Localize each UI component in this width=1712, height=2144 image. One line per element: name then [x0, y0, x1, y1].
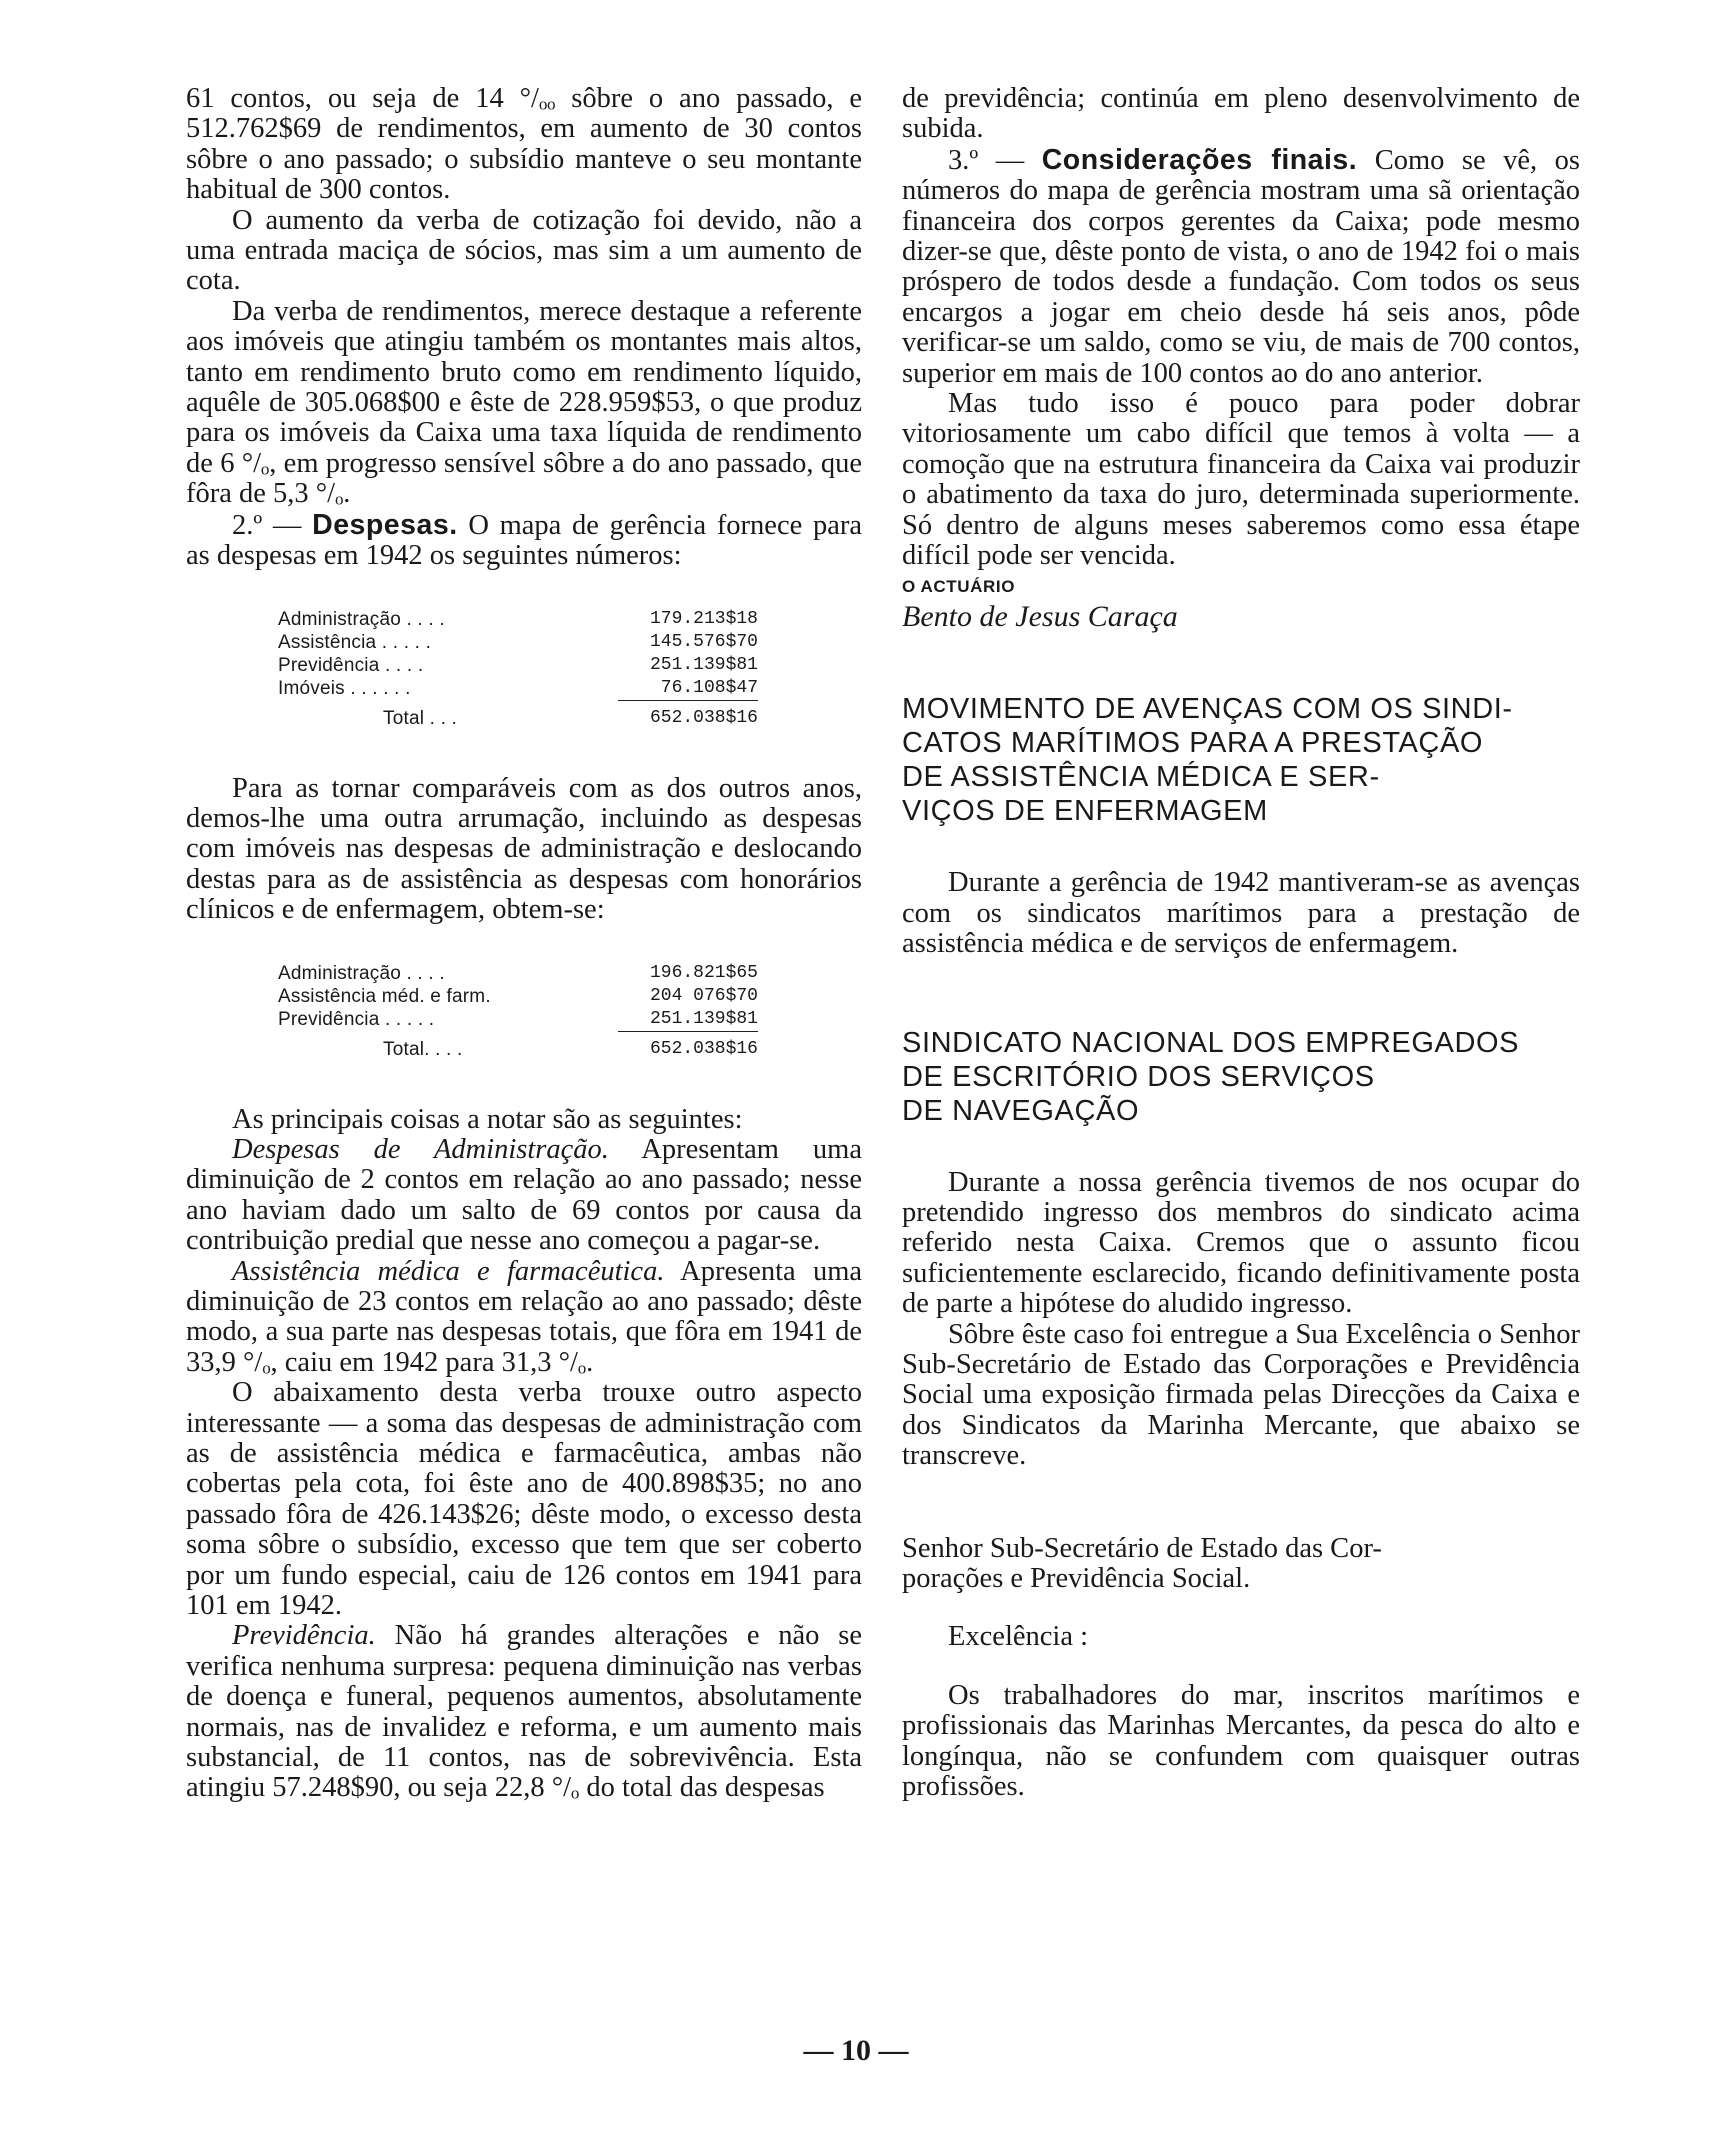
paragraph: Os trabalhadores do mar, inscritos marítimos e profissionais das Marinhas Mercantes, da pesca do alto e longínqua, não se confundem com quaisquer outras profissões. — [902, 1679, 1580, 1803]
subheading: Previdência. — [232, 1620, 376, 1652]
paragraph: de previdência; continúa em pleno desenvolvimento de subida. — [902, 83, 1580, 145]
table-row — [278, 677, 758, 701]
total-label: Total . . . — [383, 707, 458, 729]
paragraph: As principais coisas a notar são as seguintes: — [232, 1103, 743, 1135]
paragraph — [186, 1135, 862, 1257]
right-column — [902, 84, 1580, 1802]
total-value: 652.038$16 — [649, 1038, 758, 1059]
table-row — [278, 962, 758, 985]
row-value: 251.139$81 — [649, 654, 758, 675]
row-value: 196.821$65 — [649, 962, 758, 983]
paragraph: 61 contos, ou seja de 14 °/ₒₒ sôbre o ano passado, e 512.762$69 de rendimentos, em aumento de 30 contos sôbre o ano passado; o subsídio manteve o seu montante habitual de 300 contos. — [186, 83, 862, 206]
section-text: Como se vê, os números do mapa de gerência mostram uma sã orientação financeira dos corpos gerentes da Caixa; pode mesmo dizer-se que, dêste ponto de vista, o ano de 1942 foi o mais próspero de todos desde a fundação. Com todos os seus encargos a jogar em cheio desde há seis anos, pôde verificar-se um saldo, como se viu, de mais de 700 contos, superior em mais de 100 contos ao do ano anterior. — [902, 144, 1580, 389]
table-row — [278, 985, 758, 1008]
heading-line: SINDICATO NACIONAL DOS EMPREGADOS — [902, 1026, 1520, 1059]
expenses-table-2 — [278, 962, 862, 1061]
paragraph: Mas tudo isso é pouco para poder dobrar vitoriosamente um cabo difícil que temos à volta — a comoção que na estrutura financeira da Caixa vai produzir o abatimento da taxa do juro, determinada superiormente. Só dentro de alguns meses saberemos como essa étape difícil pode ser vencida. — [902, 388, 1580, 572]
paragraph: Durante a nossa gerência tivemos de nos ocupar do pretendido ingresso dos membros do sindicato acima referido nesta Caixa. Cremos que o assunto ficou suficientemente esclarecido, ficando definitivamente posta de parte a hipótese do aludido ingresso. — [902, 1166, 1580, 1320]
section-number: 3.º — — [948, 144, 1042, 176]
left-column — [186, 84, 862, 1804]
heading-line: DE ESCRITÓRIO DOS SERVIÇOS — [902, 1060, 1375, 1093]
table-total-row — [278, 707, 758, 730]
letter-address — [902, 1534, 1580, 1595]
section-heading-avencas — [902, 692, 1580, 828]
paragraph: O abaixamento desta verba trouxe outro aspecto interessante — a soma das despesas de administração com as de assistência médica e farmacêutica, ambas não cobertas pela cota, foi êste ano de 400.898$35; no ano passado fôra de 426.143$26; dêste modo, o excesso desta soma sôbre o subsídio, excesso que tem que ser coberto por um fundo especial, caiu de 126 contos em 1941 para 101 em 1942. — [186, 1377, 862, 1622]
paragraph — [186, 1621, 862, 1803]
row-label: Previdência . . . . — [278, 654, 424, 676]
address-line: porações e Previdência Social. — [902, 1563, 1251, 1594]
row-value: 76.108$47 — [618, 677, 758, 701]
section-number: 2.º — — [232, 509, 313, 541]
paragraph: Da verba de rendimentos, merece destaque a referente aos imóveis que atingiu também os montantes mais altos, tanto em rendimento bruto como em rendimento líquido, aquêle de 305.068$00 e êste de 228.959$53, o que produz para os imóveis da Caixa uma taxa líquida de rendimento de 6 °/ₒ, em progresso sensível sôbre a do ano passado, que fôra de 5,3 °/ₒ. — [186, 295, 862, 510]
heading-line: VIÇOS DE ENFERMAGEM — [902, 795, 1268, 828]
signer-name: Bento de Jesus Caraça — [902, 599, 1178, 633]
table-total-row — [278, 1038, 758, 1061]
row-value: 251.139$81 — [618, 1008, 758, 1032]
total-label: Total. . . . — [383, 1038, 463, 1060]
row-label: Previdência . . . . . — [278, 1008, 435, 1030]
heading-line: DE NAVEGAÇÃO — [902, 1094, 1140, 1127]
paragraph: Durante a gerência de 1942 mantiveram-se as avenças com os sindicatos marítimos para a prestação de assistência médica e de serviços de enfermagem. — [902, 867, 1580, 960]
address-line: Senhor Sub-Secretário de Estado das Cor- — [902, 1532, 1382, 1564]
table-row — [278, 1008, 758, 1032]
paragraph: O aumento da verba de cotização foi devido, não a uma entrada maciça de sócios, mas sim a um aumento de cota. — [186, 204, 862, 297]
row-value: 145.576$70 — [649, 631, 758, 652]
paragraph-text: Apresenta uma diminuição de 23 contos em relação ao ano passado; dêste modo, a sua parte nas despesas totais, que fôra em 1941 de 33,9 °/ₒ, caiu em 1942 para 31,3 °/ₒ. — [186, 1255, 863, 1378]
paragraph: Sôbre êste caso foi entregue a Sua Excelência o Senhor Sub-Secretário de Estado das Corporações e Previdência Social uma exposição firmada pelas Direcções da Caixa e dos Sindicatos da Marinha Mercante, que abaixo se transcreve. — [902, 1318, 1580, 1472]
row-label: Administração . . . . — [278, 962, 445, 984]
heading-line: CATOS MARÍTIMOS PARA A PRESTAÇÃO — [902, 727, 1484, 760]
letter-salutation: Excelência : — [948, 1621, 1089, 1653]
section-despesas-intro — [186, 510, 862, 572]
heading-line: MOVIMENTO DE AVENÇAS COM OS SINDI- — [902, 693, 1513, 726]
paragraph — [186, 1257, 862, 1379]
expenses-table-1 — [278, 608, 862, 730]
paragraph-text: Apresentam uma diminuição de 2 contos em relação ao ano passado; nesse ano haviam dado um salto de 69 contos por causa da contribuição predial que nesse ano começou a pagar-se. — [186, 1133, 862, 1257]
row-value: 179.213$18 — [649, 608, 758, 629]
table-row — [278, 631, 758, 654]
page-number: — 10 — — [803, 2034, 909, 2067]
row-label: Assistência méd. e farm. — [278, 985, 491, 1007]
section-considerations — [902, 145, 1580, 389]
paragraph-text: Não há grandes alterações e não se verifica nenhuma surpresa: pequena diminuição nas verbas de doença e funeral, pequenos aumentos, absolutamente normais, nas de invalidez e reforma, e um aumento mais substancial, de 11 contos, nas de sobrevivência. Esta atingiu 57.248$90, ou seja 22,8 °/ₒ do total das despesas — [186, 1620, 862, 1804]
section-text: O mapa de gerência fornece para as despesas em 1942 os seguintes números: — [186, 509, 862, 572]
section-heading-despesas: Despesas. — [312, 508, 458, 541]
row-label: Assistência . . . . . — [278, 631, 432, 653]
table-row — [278, 654, 758, 677]
signer-title: O ACTUÁRIO — [902, 576, 1016, 596]
table-row — [278, 608, 758, 631]
heading-line: DE ASSISTÊNCIA MÉDICA E SER- — [902, 761, 1380, 794]
section-heading-sindicato — [902, 1026, 1580, 1128]
total-value: 652.038$16 — [649, 707, 758, 728]
row-value: 204 076$70 — [649, 985, 758, 1006]
paragraph: Para as tornar comparáveis com as dos outros anos, demos-lhe uma outra arrumação, incluindo as despesas com imóveis nas despesas de administração e deslocando destas para as de assistência as despesas com honorários clínicos e de enfermagem, obtem-se: — [186, 772, 862, 926]
subheading: Despesas de Administração. — [232, 1133, 609, 1165]
row-label: Imóveis . . . . . . — [278, 677, 411, 699]
section-heading-considerations: Considerações finais. — [1041, 143, 1358, 176]
row-label: Administração . . . . — [278, 608, 445, 630]
subheading: Assistência médica e farmacêutica. — [232, 1255, 665, 1287]
